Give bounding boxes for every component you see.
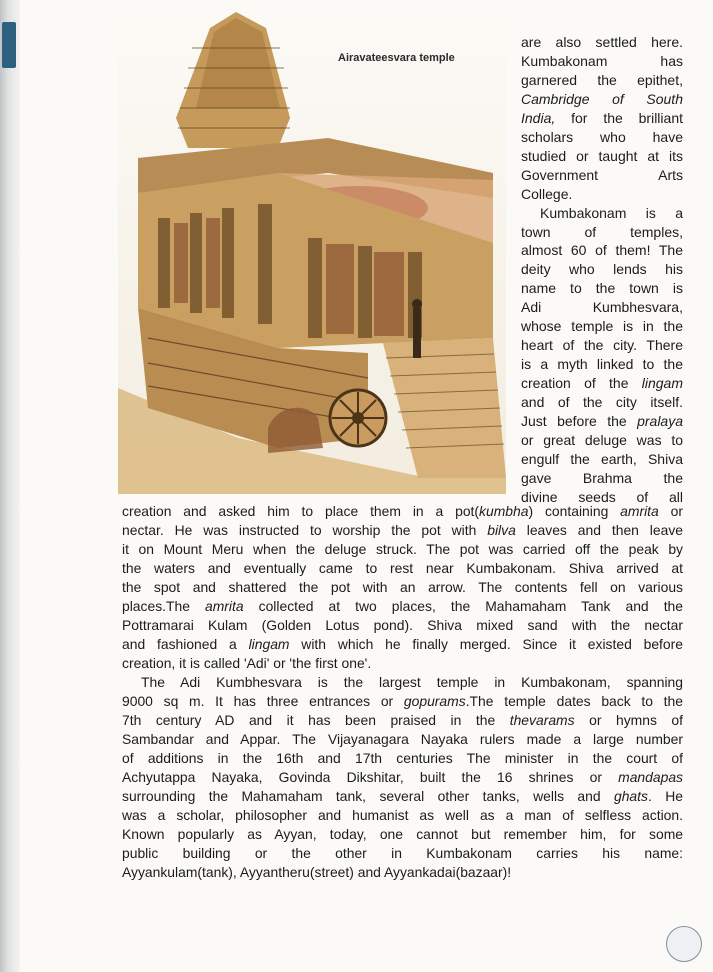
image-caption: Airavateesvara temple [338, 52, 455, 64]
text-line: the spot and shattered the pot with an arrow. The contents fell on various [122, 579, 683, 595]
text-line: almost 60 of them! The [521, 242, 683, 259]
text-line: Kumbakonam has [521, 52, 683, 69]
text-line: Sambandar and Appar. The Vijayanagara Nayaka rulers made a large number [122, 731, 683, 747]
text-line: it on Mount Meru when the deluge struck. The pot was carried off the peak by [122, 541, 683, 557]
text-line: Pottramarai Kulam (Golden Lotus pond). Shiva mixed sand with the nectar [122, 617, 683, 633]
text-line: Cambridge of South [521, 90, 683, 107]
text-line: 9000 sq m. It has three entrances or gopurams.The temple dates back to the [122, 693, 683, 709]
text-line: and of the city itself. [521, 394, 683, 411]
text-line: nectar. He was instructed to worship the pot with bilva leaves and then leave [122, 522, 683, 538]
text-line: or great deluge was to [521, 432, 683, 449]
text-line: The Adi Kumbhesvara is the largest temple in Kumbakonam, spanning [141, 674, 683, 690]
text-line: and fashioned a lingam with which he finally merged. Since it existed before [122, 636, 683, 652]
side-column-text [521, 33, 683, 507]
text-line: Kumbakonam is a [540, 204, 683, 221]
text-line: 7th century AD and it has been praised in the thevarams or hymns of [122, 712, 683, 728]
text-line: heart of the city. There [521, 337, 683, 354]
publisher-logo-stamp [666, 926, 702, 962]
temple-illustration [118, 8, 506, 494]
text-line: places.The amrita collected at two places, the Mahamaham Tank and the [122, 598, 683, 614]
text-line: the waters and eventually came to rest near Kumbakonam. Shiva arrived at [122, 560, 683, 576]
text-line: surrounding the Mahamaham tank, several other tanks, wells and ghats. He [122, 788, 683, 804]
text-line: Ayyankulam(tank), Ayyantheru(street) and Ayyankadai(bazaar)! [122, 864, 512, 880]
page-binding-edge [0, 0, 20, 972]
text-line: whose temple is in the [521, 318, 683, 335]
text-line: divine seeds of all [521, 488, 683, 505]
edge-tab-marker [2, 22, 16, 68]
text-line: name to the town is [521, 280, 683, 297]
text-line: engulf the earth, Shiva [521, 450, 683, 467]
text-line: creation and asked him to place them in a pot(kumbha) containing amrita or [122, 503, 683, 519]
text-line: scholars who have [521, 128, 683, 145]
text-line: Government Arts [521, 166, 683, 183]
text-line: Adi Kumbhesvara, [521, 299, 683, 316]
full-width-text [122, 502, 683, 882]
text-line: was a scholar, philosopher and humanist as well as a man of selfless action. [122, 807, 683, 823]
text-line: deity who lends his [521, 261, 683, 278]
text-line: garnered the epithet, [521, 71, 683, 88]
text-line: of additions in the 16th and 17th centuries The minister in the court of [122, 750, 683, 766]
text-line: is a myth linked to the [521, 356, 683, 373]
text-line: Just before the pralaya [521, 413, 683, 430]
text-line: are also settled here. [521, 34, 683, 50]
text-line: gave Brahma the [521, 469, 683, 486]
text-line: Known popularly as Ayyan, today, one cannot but remember him, for some [122, 826, 683, 842]
text-line: India, for the brilliant [521, 109, 683, 126]
text-line: creation of the lingam [521, 375, 683, 392]
text-line: town of temples, [521, 223, 683, 240]
text-line: creation, it is called 'Adi' or 'the first one'. [122, 655, 372, 671]
text-line: studied or taught at its [521, 147, 683, 164]
text-line: public building or the other in Kumbakonam carries his name: [122, 845, 683, 861]
text-line: College. [521, 185, 573, 202]
text-line: Achyutappa Nayaka, Govinda Dikshitar, built the 16 shrines or mandapas [122, 769, 683, 785]
